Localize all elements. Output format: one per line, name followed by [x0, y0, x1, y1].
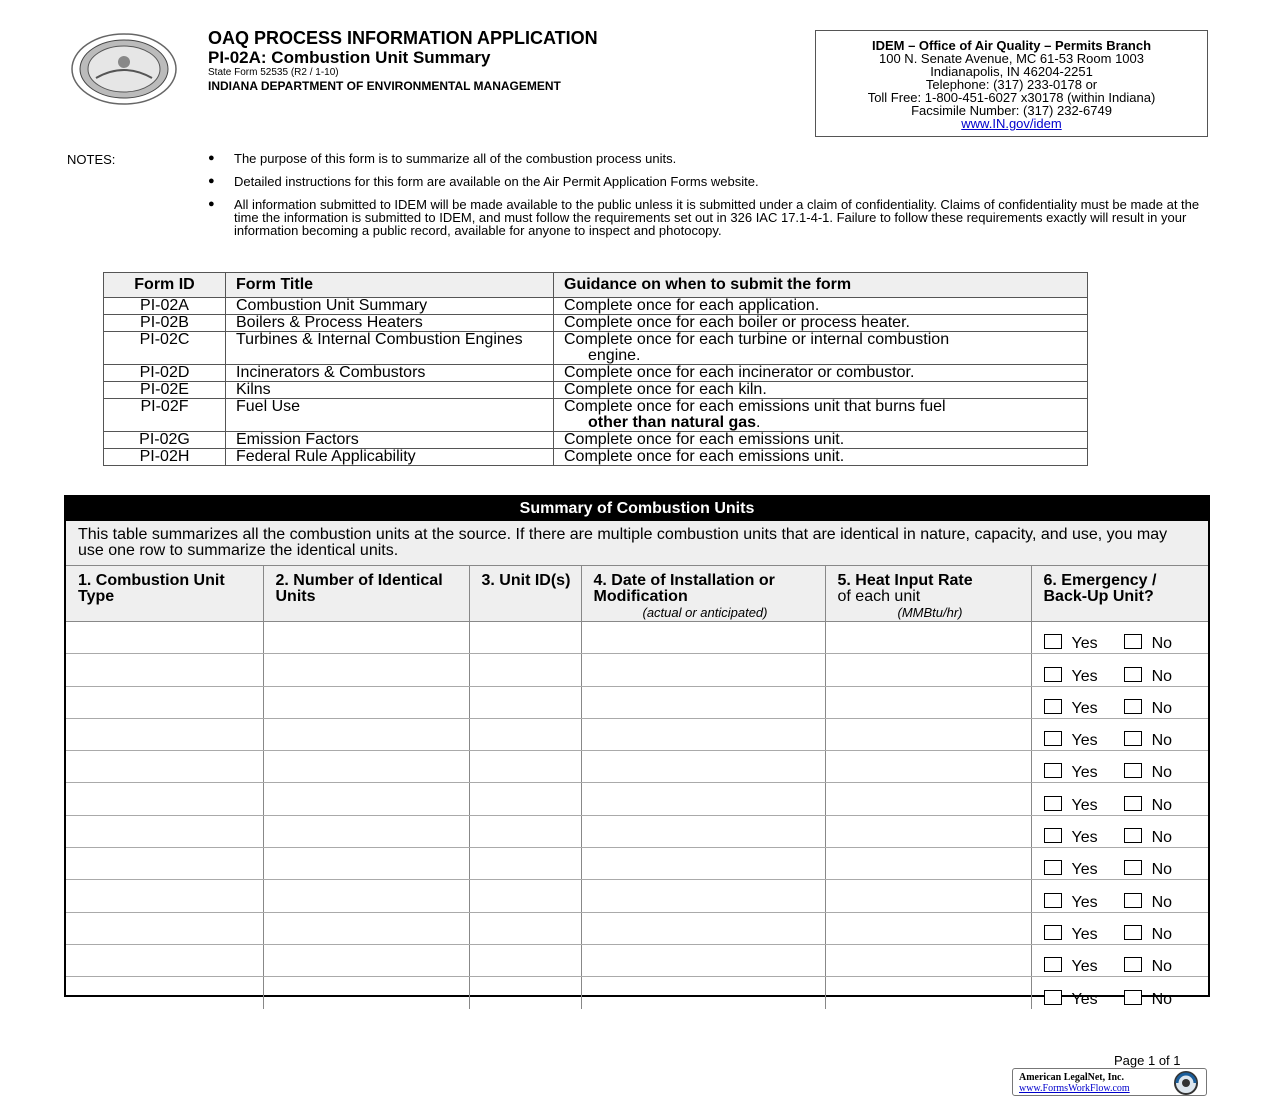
no-label: No: [1151, 796, 1173, 814]
heat-input-field[interactable]: [825, 977, 1031, 1009]
form-title: OAQ PROCESS INFORMATION APPLICATION: [208, 28, 598, 48]
table-row: [66, 783, 1208, 815]
telephone: Telephone: (317) 233-0178 or: [925, 77, 1098, 92]
unit-ids-field[interactable]: [469, 654, 581, 686]
heat-input-field[interactable]: [825, 783, 1031, 815]
form-id-cell: PI-02B: [104, 315, 226, 332]
no-checkbox[interactable]: [1124, 796, 1142, 811]
no-checkbox[interactable]: [1124, 828, 1142, 843]
office-name: IDEM – Office of Air Quality – Permits Branch: [871, 38, 1152, 53]
bullet-icon: ●: [208, 175, 215, 187]
unit-type-field[interactable]: [66, 944, 263, 976]
emergency-backup-choice: [1031, 622, 1208, 654]
no-label: No: [1151, 958, 1173, 976]
emergency-backup-choice: [1031, 783, 1208, 815]
col-combustion-unit-type: 1. Combustion Unit Type: [66, 566, 263, 622]
yes-checkbox[interactable]: [1044, 828, 1062, 843]
heat-input-field[interactable]: [825, 815, 1031, 847]
city-state-zip: Indianapolis, IN 46204-2251: [930, 64, 1093, 79]
guidance-cell: Complete once for each application.: [554, 298, 1088, 315]
identical-units-field[interactable]: [263, 622, 469, 654]
header-form-title: Form Title: [226, 273, 554, 298]
yes-checkbox[interactable]: [1044, 796, 1062, 811]
emergency-backup-choice: [1031, 848, 1208, 880]
notes-label: NOTES:: [67, 152, 116, 167]
emergency-backup-choice: [1031, 751, 1208, 783]
header-form-id: Form ID: [104, 273, 226, 298]
unit-rows: [66, 622, 1208, 1009]
col-number-identical-units: 2. Number of Identical Units: [263, 566, 469, 622]
heat-input-field[interactable]: [825, 622, 1031, 654]
page-number: Page 1 of 1: [1114, 1053, 1181, 1068]
install-date-field[interactable]: [581, 848, 825, 880]
yes-checkbox[interactable]: [1044, 860, 1062, 875]
form-title-cell: Fuel Use: [226, 399, 554, 432]
yes-label: Yes: [1071, 893, 1098, 911]
install-date-field[interactable]: [581, 880, 825, 912]
unit-type-field[interactable]: [66, 751, 263, 783]
unit-ids-field[interactable]: [469, 944, 581, 976]
emergency-backup-choice: [1031, 880, 1208, 912]
note-item: ● The purpose of this form is to summarize all of the combustion process units.: [208, 151, 677, 166]
forms-table: [103, 272, 1088, 466]
form-id-cell: PI-02G: [104, 432, 226, 449]
table-row: [104, 432, 1088, 449]
yes-checkbox[interactable]: [1044, 893, 1062, 908]
no-label: No: [1151, 861, 1173, 879]
no-checkbox[interactable]: [1124, 860, 1142, 875]
fax-number: Facsimile Number: (317) 232-6749: [911, 103, 1112, 118]
install-date-field[interactable]: [581, 944, 825, 976]
no-label: No: [1151, 829, 1173, 847]
no-checkbox[interactable]: [1124, 925, 1142, 940]
guidance-cell: Complete once for each incinerator or combustor.: [554, 365, 1088, 382]
heat-input-field[interactable]: [825, 751, 1031, 783]
table-row: [66, 654, 1208, 686]
yes-checkbox[interactable]: [1044, 731, 1062, 746]
col-unit-ids: 3. Unit ID(s): [469, 566, 581, 622]
yes-checkbox[interactable]: [1044, 763, 1062, 778]
form-title-cell: Turbines & Internal Combustion Engines: [226, 332, 554, 365]
table-row: [104, 332, 1088, 365]
form-title-cell: Incinerators & Combustors: [226, 365, 554, 382]
toll-free: Toll Free: 1-800-451-6027 x30178 (within Indiana): [867, 90, 1156, 105]
yes-label: Yes: [1071, 796, 1098, 814]
units-grid-header: [66, 566, 1208, 622]
no-label: No: [1151, 699, 1173, 717]
no-label: No: [1151, 925, 1173, 943]
idem-website-link[interactable]: www.IN.gov/idem: [961, 116, 1062, 131]
identical-units-field[interactable]: [263, 944, 469, 976]
guidance-cell: Complete once for each turbine or internal combustion engine.: [554, 332, 1088, 365]
no-label: No: [1151, 732, 1173, 750]
no-label: No: [1151, 990, 1173, 1008]
yes-checkbox[interactable]: [1044, 634, 1062, 649]
street-address: 100 N. Senate Avenue, MC 61-53 Room 1003: [879, 51, 1144, 66]
heat-input-field[interactable]: [825, 718, 1031, 750]
table-row: [104, 449, 1088, 466]
summary-title: Summary of Combustion Units: [66, 497, 1208, 521]
form-title-cell: Boilers & Process Heaters: [226, 315, 554, 332]
table-row: [66, 686, 1208, 718]
install-date-field[interactable]: [581, 977, 825, 1009]
yes-label: Yes: [1071, 990, 1098, 1008]
form-id-cell: PI-02H: [104, 449, 226, 466]
table-row: [104, 298, 1088, 315]
no-checkbox[interactable]: [1124, 667, 1142, 682]
install-date-field[interactable]: [581, 622, 825, 654]
guidance-cell: Complete once for each kiln.: [554, 382, 1088, 399]
note-item: ● Detailed instructions for this form are available on the Air Permit Application Forms website.: [208, 174, 759, 189]
yes-label: Yes: [1071, 732, 1098, 750]
unit-ids-field[interactable]: [469, 718, 581, 750]
form-id-cell: PI-02C: [104, 332, 226, 365]
form-id-cell: PI-02F: [104, 399, 226, 432]
heat-input-field[interactable]: [825, 848, 1031, 880]
vendor-name: American LegalNet, Inc.: [1019, 1072, 1124, 1083]
note-item: ● All information submitted to IDEM will be made available to the public unless it is submitted under a claim of confidentiality. Claims of confidentiality must be made at the time the information is submitted to IDEM, and must follow the requirements set out in 326 IAC 17.1-4-1. Failure to follow these requirements exactly will result in your information becoming a public record, available for anyone to inspect and photocopy.: [208, 197, 1200, 238]
identical-units-field[interactable]: [263, 848, 469, 880]
state-seal: [68, 32, 180, 106]
form-subtitle: PI-02A: Combustion Unit Summary: [208, 48, 491, 67]
bullet-icon: ●: [208, 198, 215, 210]
yes-label: Yes: [1071, 699, 1098, 717]
unit-ids-field[interactable]: [469, 751, 581, 783]
no-checkbox[interactable]: [1124, 893, 1142, 908]
unit-type-field[interactable]: [66, 622, 263, 654]
department-name: INDIANA DEPARTMENT OF ENVIRONMENTAL MANAGEMENT: [208, 79, 561, 93]
summary-description: This table summarizes all the combustion units at the source. If there are multiple combustion units that are identical in nature, capacity, and use, you may use one row to summarize the identical units.: [66, 521, 1208, 566]
table-row: [104, 365, 1088, 382]
yes-label: Yes: [1071, 635, 1098, 653]
guidance-cell: Complete once for each emissions unit.: [554, 432, 1088, 449]
guidance-cell: Complete once for each emissions unit.: [554, 449, 1088, 466]
install-date-field[interactable]: [581, 751, 825, 783]
heat-input-field[interactable]: [825, 880, 1031, 912]
yes-checkbox[interactable]: [1044, 990, 1062, 1005]
emergency-backup-choice: [1031, 718, 1208, 750]
no-label: No: [1151, 764, 1173, 782]
header-guidance: Guidance on when to submit the form: [554, 273, 1088, 298]
unit-ids-field[interactable]: [469, 815, 581, 847]
form-id-cell: PI-02A: [104, 298, 226, 315]
table-row: [104, 399, 1088, 432]
heat-input-field[interactable]: [825, 912, 1031, 944]
no-checkbox[interactable]: [1124, 763, 1142, 778]
address-box: [815, 30, 1208, 137]
col-date-installation: 4. Date of Installation or Modification (actual or anticipated): [581, 566, 825, 622]
form-title-cell: Emission Factors: [226, 432, 554, 449]
yes-label: Yes: [1071, 667, 1098, 685]
install-date-field[interactable]: [581, 686, 825, 718]
form-id-cell: PI-02E: [104, 382, 226, 399]
emergency-backup-choice: [1031, 654, 1208, 686]
table-row: [66, 977, 1208, 1009]
unit-ids-field[interactable]: [469, 686, 581, 718]
form-id-cell: PI-02D: [104, 365, 226, 382]
yes-checkbox[interactable]: [1044, 925, 1062, 940]
form-title-cell: Kilns: [226, 382, 554, 399]
no-label: No: [1151, 635, 1173, 653]
no-label: No: [1151, 893, 1173, 911]
no-checkbox[interactable]: [1124, 731, 1142, 746]
unit-type-field[interactable]: [66, 686, 263, 718]
unit-ids-field[interactable]: [469, 880, 581, 912]
install-date-field[interactable]: [581, 912, 825, 944]
yes-label: Yes: [1071, 925, 1098, 943]
yes-label: Yes: [1071, 958, 1098, 976]
col-emergency-backup: 6. Emergency / Back-Up Unit?: [1031, 566, 1208, 622]
install-date-field[interactable]: [581, 815, 825, 847]
unit-type-field[interactable]: [66, 912, 263, 944]
table-row: [66, 848, 1208, 880]
table-row: [66, 815, 1208, 847]
no-checkbox[interactable]: [1124, 957, 1142, 972]
units-grid: [66, 566, 1208, 1009]
guidance-cell: Complete once for each emissions unit that burns fuel other than natural gas.: [554, 399, 1088, 432]
vendor-badge: [1012, 1068, 1207, 1096]
yes-checkbox[interactable]: [1044, 957, 1062, 972]
unit-type-field[interactable]: [66, 718, 263, 750]
yes-label: Yes: [1071, 861, 1098, 879]
install-date-field[interactable]: [581, 654, 825, 686]
table-row: [66, 751, 1208, 783]
no-label: No: [1151, 667, 1173, 685]
identical-units-field[interactable]: [263, 815, 469, 847]
unit-ids-field[interactable]: [469, 912, 581, 944]
no-checkbox[interactable]: [1124, 634, 1142, 649]
unit-type-field[interactable]: [66, 848, 263, 880]
yes-label: Yes: [1071, 764, 1098, 782]
unit-type-field[interactable]: [66, 654, 263, 686]
unit-ids-field[interactable]: [469, 848, 581, 880]
notes-list: [205, 152, 1205, 247]
no-checkbox[interactable]: [1124, 699, 1142, 714]
form-title-cell: Federal Rule Applicability: [226, 449, 554, 466]
unit-ids-field[interactable]: [469, 622, 581, 654]
emergency-backup-choice: [1031, 815, 1208, 847]
table-row: [104, 315, 1088, 332]
form-title-cell: Combustion Unit Summary: [226, 298, 554, 315]
table-row: [66, 944, 1208, 976]
unit-type-field[interactable]: [66, 783, 263, 815]
unit-type-field[interactable]: [66, 880, 263, 912]
identical-units-field[interactable]: [263, 977, 469, 1009]
identical-units-field[interactable]: [263, 783, 469, 815]
vendor-logo-icon: [1169, 1070, 1203, 1096]
identical-units-field[interactable]: [263, 751, 469, 783]
table-row: [104, 382, 1088, 399]
unit-ids-field[interactable]: [469, 977, 581, 1009]
identical-units-field[interactable]: [263, 654, 469, 686]
emergency-backup-choice: [1031, 686, 1208, 718]
yes-checkbox[interactable]: [1044, 667, 1062, 682]
emergency-backup-choice: [1031, 977, 1208, 1009]
emergency-backup-choice: [1031, 944, 1208, 976]
heat-input-field[interactable]: [825, 944, 1031, 976]
state-form-number: State Form 52535 (R2 / 1-10): [208, 67, 339, 78]
table-row: [66, 718, 1208, 750]
bullet-icon: ●: [208, 152, 215, 164]
unit-type-field[interactable]: [66, 977, 263, 1009]
identical-units-field[interactable]: [263, 912, 469, 944]
col-heat-input-rate: 5. Heat Input Rate of each unit (MMBtu/hr): [825, 566, 1031, 622]
install-date-field[interactable]: [581, 718, 825, 750]
unit-type-field[interactable]: [66, 815, 263, 847]
guidance-cell: Complete once for each boiler or process heater.: [554, 315, 1088, 332]
table-row: [66, 622, 1208, 654]
table-row: [66, 912, 1208, 944]
yes-label: Yes: [1071, 829, 1098, 847]
identical-units-field[interactable]: [263, 686, 469, 718]
emergency-backup-choice: [1031, 912, 1208, 944]
form-header: [208, 28, 598, 93]
identical-units-field[interactable]: [263, 880, 469, 912]
vendor-link[interactable]: www.FormsWorkFlow.com: [1019, 1083, 1130, 1094]
no-checkbox[interactable]: [1124, 990, 1142, 1005]
summary-table: [64, 495, 1210, 1008]
unit-ids-field[interactable]: [469, 783, 581, 815]
forms-table-header: [104, 273, 1088, 298]
table-row: [66, 880, 1208, 912]
yes-checkbox[interactable]: [1044, 699, 1062, 714]
identical-units-field[interactable]: [263, 718, 469, 750]
install-date-field[interactable]: [581, 783, 825, 815]
heat-input-field[interactable]: [825, 686, 1031, 718]
heat-input-field[interactable]: [825, 654, 1031, 686]
